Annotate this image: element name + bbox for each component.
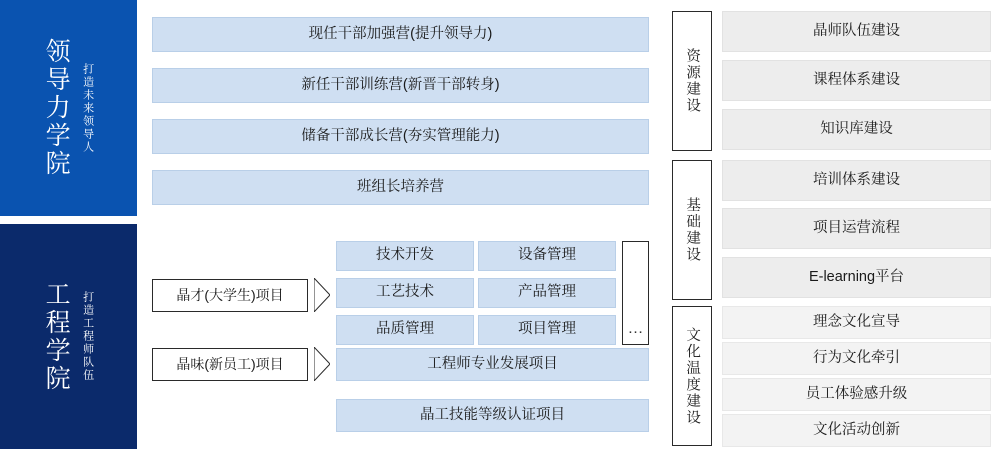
engineering-track-label-1[interactable] xyxy=(152,279,308,312)
leadership-program-3[interactable] xyxy=(152,119,649,154)
skill-cell-r2c2[interactable] xyxy=(478,278,616,308)
academy-subtitle-engineering: 打造工程师队伍 xyxy=(81,291,94,382)
resource-item-2-label: 课程体系建设 xyxy=(813,71,900,88)
leadership-program-4-label: 班组长培养营 xyxy=(357,178,444,195)
infrastructure-item-2-label: 项目运营流程 xyxy=(813,219,900,236)
skill-matrix-more-label: … xyxy=(627,320,644,337)
infrastructure-item-1[interactable] xyxy=(722,160,991,201)
right-column-title-culture: 文化温度建设 xyxy=(672,306,712,446)
engineering-track-label-2[interactable] xyxy=(152,348,308,381)
infrastructure-item-3-label: E-learning平台 xyxy=(808,268,905,285)
skill-cell-r1c1[interactable] xyxy=(336,241,474,271)
skill-cell-r2c1[interactable] xyxy=(336,278,474,308)
culture-item-4[interactable] xyxy=(722,414,991,447)
leadership-program-1[interactable] xyxy=(152,17,649,52)
leadership-program-1-label: 现任干部加强营(提升领导力) xyxy=(308,25,493,42)
infrastructure-item-1-label: 培训体系建设 xyxy=(813,171,900,188)
engineer-development-program[interactable] xyxy=(336,348,649,381)
resource-item-2[interactable] xyxy=(722,60,991,101)
skill-cell-r3c2-label: 项目管理 xyxy=(518,321,576,338)
leadership-program-3-label: 储备干部成长营(夯实管理能力) xyxy=(301,127,500,144)
skill-cell-r3c1[interactable] xyxy=(336,315,474,345)
engineer-development-program-label: 工程师专业发展项目 xyxy=(427,355,558,372)
skill-cell-r1c2[interactable] xyxy=(478,241,616,271)
skill-cell-r3c2[interactable] xyxy=(478,315,616,345)
culture-item-2[interactable] xyxy=(722,342,991,375)
infrastructure-item-3[interactable] xyxy=(722,257,991,298)
engineering-track-label-1-text: 晶才(大学生)项目 xyxy=(176,287,284,304)
skill-cell-r1c1-label: 技术开发 xyxy=(376,247,434,264)
right-column-title-infrastructure: 基础建设 xyxy=(672,160,712,300)
chevron-right-icon-1 xyxy=(314,278,330,312)
leadership-program-4[interactable] xyxy=(152,170,649,205)
academy-title-leadership: 领导力学院 xyxy=(42,38,71,178)
resource-item-1-label: 晶师队伍建设 xyxy=(813,22,900,39)
skill-cell-r3c1-label: 品质管理 xyxy=(376,321,434,338)
resource-item-1[interactable] xyxy=(722,11,991,52)
culture-item-4-label: 文化活动创新 xyxy=(813,421,900,438)
academy-block-leadership xyxy=(0,0,137,216)
academy-subtitle-leadership: 打造未来领导人 xyxy=(81,62,94,154)
right-column-title-resource: 资源建设 xyxy=(672,11,712,151)
certification-program-label: 晶工技能等级认证项目 xyxy=(420,406,565,423)
academy-title-engineering: 工程学院 xyxy=(42,280,71,393)
leadership-program-2[interactable] xyxy=(152,68,649,103)
culture-item-2-label: 行为文化牵引 xyxy=(813,349,900,366)
resource-item-3[interactable] xyxy=(722,109,991,150)
resource-item-3-label: 知识库建设 xyxy=(820,120,893,137)
academy-block-engineering xyxy=(0,224,137,449)
skill-matrix-more[interactable] xyxy=(622,241,649,345)
culture-item-1[interactable] xyxy=(722,306,991,339)
engineering-track-label-2-text: 晶味(新员工)项目 xyxy=(176,356,284,373)
culture-item-3[interactable] xyxy=(722,378,991,411)
skill-cell-r2c1-label: 工艺技术 xyxy=(376,284,434,301)
certification-program[interactable] xyxy=(336,399,649,432)
skill-cell-r2c2-label: 产品管理 xyxy=(518,284,576,301)
culture-item-3-label: 员工体验感升级 xyxy=(805,385,908,402)
leadership-program-2-label: 新任干部训练营(新晋干部转身) xyxy=(301,76,500,93)
infrastructure-item-2[interactable] xyxy=(722,208,991,249)
chevron-right-icon-2 xyxy=(314,347,330,381)
culture-item-1-label: 理念文化宣导 xyxy=(813,313,900,330)
skill-cell-r1c2-label: 设备管理 xyxy=(518,247,576,264)
